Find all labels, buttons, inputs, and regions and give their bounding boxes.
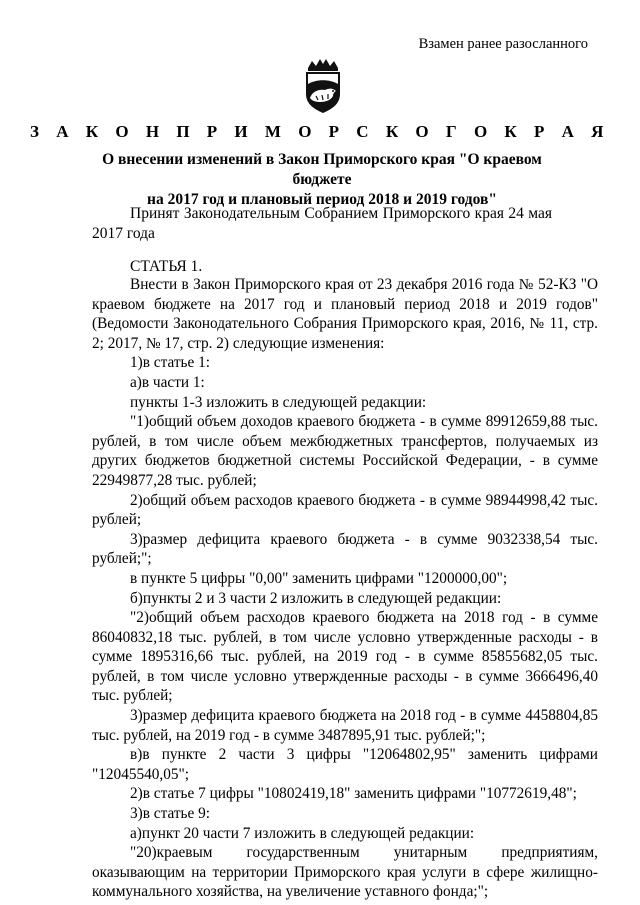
paragraph: в)в пункте 2 части 3 цифры "12064802,95" заменить цифрами "12045540,05"; xyxy=(92,746,598,783)
coat-of-arms-graphic xyxy=(298,58,348,114)
law-subtitle xyxy=(92,150,552,210)
paragraph: 2)общий объем расходов краевого бюджета - в сумме 98944998,42 тыс. рублей; xyxy=(92,491,598,529)
paragraph: пункты 1-3 изложить в следующей редакции: xyxy=(130,393,427,411)
article-body xyxy=(92,275,598,902)
paragraph: "20)краевым государственным унитарным предприятиям, оказывающим на территории Приморского края услуги в сфере жилищно-коммунального хозяйства, на увеличение уставного фонда;"; xyxy=(92,844,598,901)
paragraph: б)пункты 2 и 3 части 2 изложить в следующей редакции: xyxy=(130,589,502,607)
coat-of-arms-icon xyxy=(298,58,348,114)
subtitle-line: на 2017 год и плановый период 2018 и 2019 годов" xyxy=(147,191,497,208)
paragraph: 1)в статье 1: xyxy=(130,354,211,372)
paragraph: а)в части 1: xyxy=(130,373,205,391)
paragraph: Внести в Закон Приморского края от 23 декабря 2016 года № 52-КЗ "О краевом бюджете на 2017 год и плановый период 2018 и 2019 годов" (Ведомости Законодательного Собрания Приморского края, 2016, № 11, стр. 2; 2017, № 17, стр. 2) следующие изменения: xyxy=(92,276,598,352)
paragraph: 3)размер дефицита краевого бюджета - в сумме 9032338,54 тыс. рублей;"; xyxy=(92,530,598,568)
subtitle-line: О внесении изменений в Закон Приморского края "О краевом бюджете xyxy=(102,151,542,188)
paragraph: "2)общий объем расходов краевого бюджета на 2018 год - в сумме 86040832,18 тыс. рублей, в том числе условно утвержденные расходы - в сумме 1895316,66 тыс. рублей, на 2019 год - в сумме 85855682,05 тыс. рублей, в том числе условно утвержденные расходы - в сумме 3666496,40 тыс. рублей; xyxy=(92,609,598,705)
adoption-note: Принят Законодательным Собранием Приморского края 24 мая 2017 года xyxy=(92,205,552,242)
paragraph: 2)в статье 7 цифры "10802419,18" заменить цифрами "10772619,48"; xyxy=(130,785,577,803)
law-title: З А К О Н П Р И М О Р С К О Г О К Р А Я xyxy=(30,122,610,141)
paragraph: в пункте 5 цифры "0,00" заменить цифрами "1200000,00"; xyxy=(130,569,508,587)
paragraph: 3)в статье 9: xyxy=(130,805,211,823)
paragraph: 3)размер дефицита краевого бюджета на 2018 год - в сумме 4458804,85 тыс. рублей, на 2019 год - в сумме 3487895,91 тыс. рублей;"; xyxy=(92,707,598,744)
paragraph: "1)общий объем доходов краевого бюджета - в сумме 89912659,88 тыс. рублей, в том числе объем межбюджетных трансфертов, получаемых из других бюджетов бюджетной системы Российской Федерации, - в сумме 22949877,28 тыс. рублей; xyxy=(92,413,598,489)
paragraph: а)пункт 20 части 7 изложить в следующей редакции: xyxy=(130,824,475,842)
article-heading: СТАТЬЯ 1. xyxy=(130,258,203,275)
replaces-note: Взамен ранее разосланного xyxy=(418,36,588,52)
